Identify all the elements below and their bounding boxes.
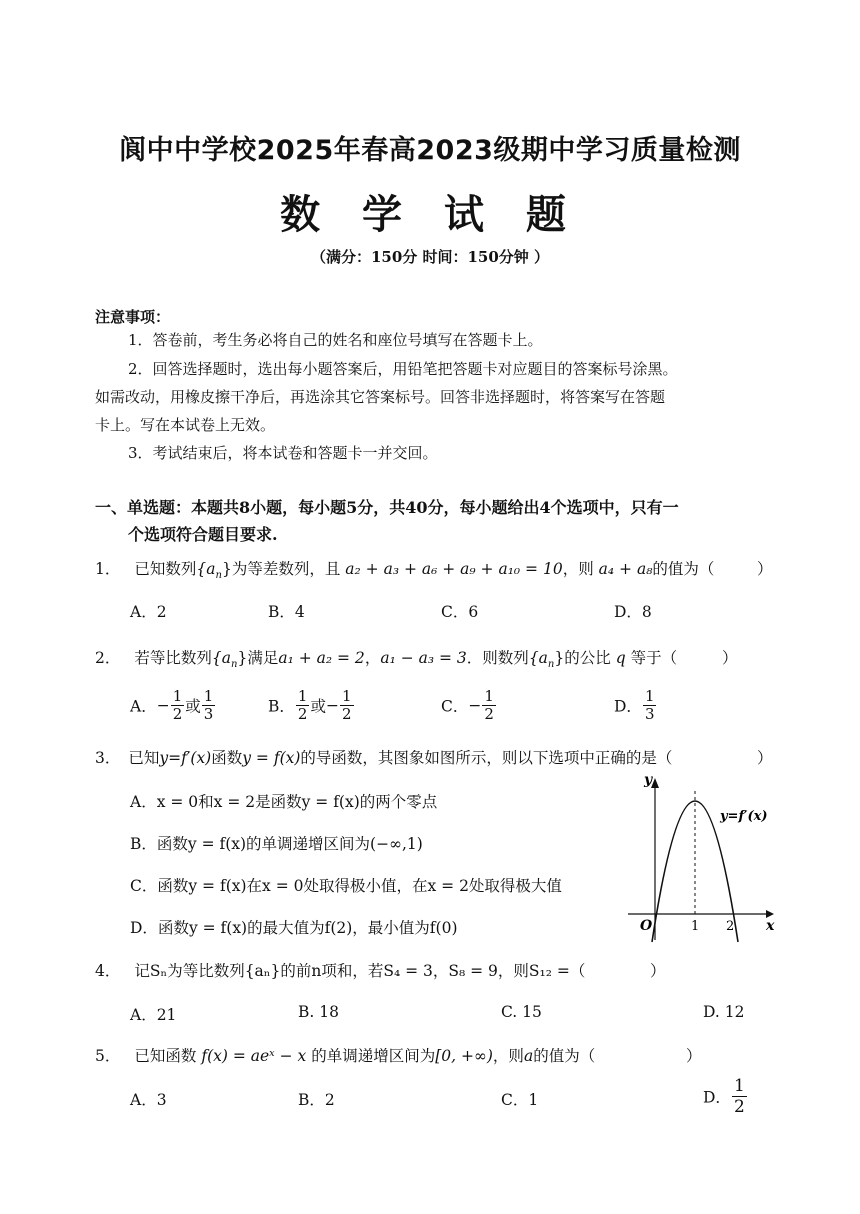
option-a: A．2 [130, 603, 167, 621]
option-c: C．函数y = f(x)在x = 0处取得极小值，在x = 2处取得极大值 [130, 877, 562, 895]
option-b: B．函数y = f(x)的单调递增区间为(−∞,1) [130, 835, 423, 853]
notice-item-2: 2．回答选择题时，选出每小题答案后，用铅笔把答题卡对应题目的答案标号涂黑。 [128, 360, 678, 378]
answer-paren-1: ） [757, 560, 773, 578]
notice-item-2-cont2: 卡上。写在本试卷上无效。 [95, 416, 276, 434]
question-4: 4． 记Sₙ为等比数列{aₙ}的前n项和，若S₄ = 3，S₈ = 9，则S₁₂ =（ [95, 962, 586, 980]
option-d: D. 12 [703, 1003, 745, 1021]
option-c: C. 15 [501, 1003, 542, 1021]
option-b: B. 18 [298, 1003, 339, 1021]
option-c: C．− $\frac{1}{2}$ [441, 687, 494, 723]
section-heading-cont: 个选项符合题目要求. [128, 525, 278, 544]
exam-info: （满分：150分 时间：150分钟 ） [310, 248, 550, 266]
origin-label: O [640, 918, 653, 934]
option-b: B．2 [298, 1091, 335, 1109]
notice-item-2-cont: 如需改动，用橡皮擦干净后，再选涂其它答案标号。回答非选择题时，将答案写在答题 [95, 388, 666, 406]
option-b: B． $\frac{1}{2}$ 或− $\frac{1}{2}$ [268, 687, 352, 723]
option-d: D． $\frac{1}{3}$ [614, 687, 655, 723]
answer-paren-3: ） [757, 749, 773, 767]
answer-paren-5: ） [686, 1047, 702, 1065]
answer-paren-2: ） [722, 649, 738, 667]
school-title: 阆中中学校2025年春高2023级期中学习质量检测 [119, 135, 741, 166]
option-b: B．4 [268, 603, 305, 621]
question-3: 3． 已知y=f′(x)函数y = f(x)的导函数，其图象如图所示，则以下选项中正确的是（ [95, 749, 673, 767]
derivative-graph [622, 770, 782, 950]
section-heading: 一、单选题：本题共8小题，每小题5分，共40分，每小题给出4个选项中，只有一 [95, 498, 679, 517]
question-1: 1． 已知数列$\{a_n\}$为等差数列，且 a₂ + a₃ + a₆ + a₉ + a₁₀ = 10，则 a₄ + a₈的值为（ [95, 560, 715, 582]
curve-label: y=f′(x) [720, 809, 768, 824]
subject-title: 数 学 试 题 [280, 192, 580, 238]
y-axis-label: y [644, 772, 653, 788]
option-a: A．− $\frac{1}{2}$ 或 $\frac{1}{3}$ [130, 687, 214, 723]
option-a: A．3 [130, 1091, 167, 1109]
notice-item-3: 3．考试结束后，将本试卷和答题卡一并交回。 [128, 444, 438, 462]
option-d: D．8 [614, 603, 652, 621]
y-axis-arrow-icon [651, 778, 659, 788]
notice-item-1: 1．答卷前，考生务必将自己的姓名和座位号填写在答题卡上。 [128, 331, 543, 349]
option-a: A．21 [130, 1006, 177, 1024]
option-d: D．函数y = f(x)的最大值为f(2)，最小值为f(0) [130, 919, 458, 937]
tick-label-1: 1 [691, 919, 700, 934]
notice-heading: 注意事项： [95, 308, 171, 326]
option-d: D． $\frac{1}{2}$ [703, 1076, 745, 1117]
question-5: 5． 已知函数 f(x) = aeˣ − x 的单调递增区间为[0, +∞)，则a的值为（ [95, 1047, 596, 1065]
x-axis-arrow-icon [766, 910, 774, 918]
option-a: A．x = 0和x = 2是函数y = f(x)的两个零点 [130, 793, 438, 811]
option-c: C．1 [501, 1091, 539, 1109]
option-c: C．6 [441, 603, 479, 621]
tick-label-2: 2 [726, 919, 735, 934]
question-2: 2． 若等比数列$\{a_n\}$满足a₁ + a₂ = 2，a₁ − a₃ = 3．则数列$\{a_n\}$的公比 q 等于（ [95, 649, 678, 671]
x-axis-label: x [766, 918, 775, 934]
answer-paren-4: ） [650, 962, 666, 980]
